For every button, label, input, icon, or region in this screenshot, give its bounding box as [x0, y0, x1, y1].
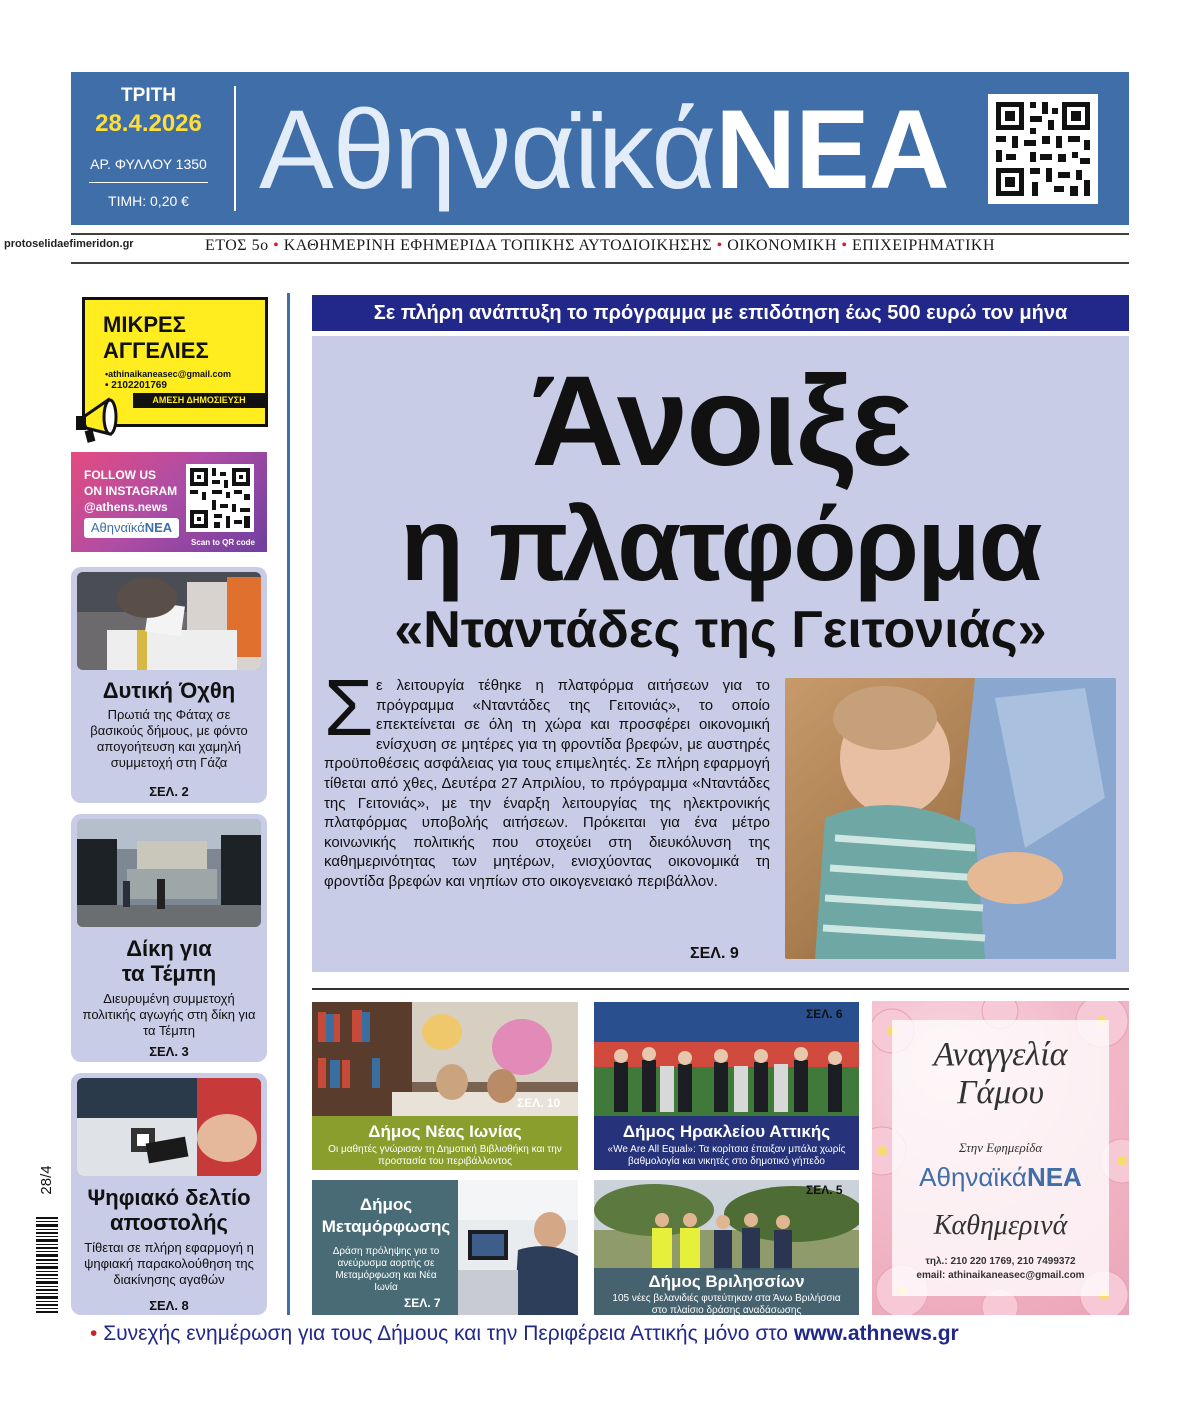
- main-headline-line-3: «Νταντάδες της Γειτονιάς»: [394, 601, 1047, 659]
- card-text: «We Are All Equal»: Τα κορίτσια έπαιξαν μπάλα χωρίς βαθμολογία και νικητές στο δημοτικό γήπεδο: [607, 1144, 846, 1167]
- card-text: Διευρυμένη συμμετοχή πολιτικής αγωγής στη δίκη για τα Τέμπη: [82, 991, 256, 1038]
- wedding-ad-title-line: Γάμου: [957, 1074, 1044, 1111]
- card-page: ΣΕΛ. 3: [149, 1044, 189, 1059]
- instagram-newspaper-logo: [84, 518, 179, 538]
- article-card-irakleio[interactable]: [594, 1002, 859, 1170]
- logo-bold-text: ΝΕΑ: [715, 87, 949, 212]
- tagline-item: ΚΑΘΗΜΕΡΙΝΗ ΕΦΗΜΕΡΙΔΑ ΤΟΠΙΚΗΣ ΑΥΤΟΔΙΟΙΚΗΣΗΣ: [283, 237, 713, 254]
- card-title-line: Μεταμόρφωσης: [321, 1217, 451, 1236]
- card-title-line: Δήμος: [359, 1195, 413, 1214]
- card-title: [71, 1185, 267, 1235]
- megaphone-icon: [72, 388, 132, 448]
- instagram-scan-text: Scan to QR code: [190, 538, 255, 547]
- issue-number: ΑΡ. ΦΥΛΛΟΥ 1350: [90, 156, 207, 172]
- small-ads-phone[interactable]: • 2102201769: [105, 380, 167, 391]
- tagline-separator: •: [273, 237, 280, 254]
- card-page: ΣΕΛ. 8: [149, 1298, 189, 1313]
- photo-scanner: [77, 1078, 261, 1176]
- wedding-ad-phone[interactable]: τηλ.: 210 220 1769, 210 7499372: [925, 1256, 1076, 1267]
- tagline-rule-bottom: [71, 262, 1129, 264]
- card-page: ΣΕΛ. 7: [404, 1296, 441, 1310]
- card-title-line: αποστολής: [109, 1210, 228, 1235]
- card-text: Τίθεται σε πλήρη εφαρμογή η ψηφιακή παρακολούθηση της διακίνησης αγαθών: [84, 1240, 254, 1287]
- issue-divider: [89, 182, 208, 183]
- small-ads-badge: ΑΜΕΣΗ ΔΗΜΟΣΙΕΥΣΗ: [133, 393, 265, 408]
- wedding-ad-title: [872, 1036, 1129, 1112]
- card-text: 105 νέες βελανιδιές φυτεύτηκαν στα Άνω Βριλήσσια στο πλαίσιο δράσης αναδάσωσης: [612, 1293, 841, 1315]
- article-card-metamorfosi[interactable]: [312, 1180, 578, 1315]
- issue-price: ΤΙΜΗ: 0,20 €: [108, 193, 189, 209]
- small-ads-title: [103, 312, 209, 364]
- card-title-line: Δίκη για: [126, 936, 212, 961]
- tagline-item: ΟΙΚΟΝΟΜΙΚΗ: [727, 237, 837, 254]
- masthead-divider: [234, 86, 236, 211]
- card-title: [71, 936, 267, 986]
- issue-date: 28.4.2026: [95, 110, 202, 137]
- source-watermark: protoselidaefimeridon.gr: [4, 238, 134, 250]
- main-story-kicker: Σε πλήρη ανάπτυξη το πρόγραμμα με επιδότηση έως 500 ευρώ τον μήνα: [312, 295, 1129, 331]
- main-story-body: ε λειτουργία τέθηκε η πλατφόρμα αιτήσεων για το πρόγραμμα «Νταντάδες της Γειτονιάς», το οποίο επεκτείνεται σε όλη τη χώρα και προσφέρει οικονομική ενίσχυση σε μητέρες για τη φροντίδα βρεφών, με αυστηρές προϋποθέσεις ασφάλειας για τους επιμελητές. Σε πλήρη εφαρμογή τίθεται από χθες, Δευτέρα 27 Απριλίου, το πρόγραμμα «Νταντάδες της Γειτονιάς», με την έναρξη λειτουργίας της ηλεκτρονικής πλατφόρμας υποβολής αιτήσεων. Πρόκειται για ένα μέτρο κοινωνικής πολιτικής που στοχεύει στη διευκόλυνση της καθημερινότητας των μητέρων, ενισχύοντας οικονομικά τη φροντίδα βρεφών και νηπίων στο οικογενειακό περιβάλλον.: [324, 677, 770, 890]
- card-title-line: Ψηφιακό δελτίο: [87, 1185, 251, 1210]
- tagline-separator: •: [716, 237, 723, 254]
- footer-url-link[interactable]: www.athnews.gr: [793, 1322, 959, 1345]
- card-page: ΣΕΛ. 5: [806, 1183, 843, 1197]
- card-page: ΣΕΛ. 6: [806, 1007, 843, 1021]
- card-caption-bar: [312, 1116, 578, 1170]
- card-text: Οι μαθητές γνώρισαν τη Δημοτική Βιβλιοθήκη και την προστασία του περιβάλλοντος: [328, 1144, 562, 1167]
- photo-medical-screening: [458, 1180, 578, 1315]
- instagram-line: FOLLOW US: [84, 468, 156, 482]
- small-ads-title-line: ΜΙΚΡΕΣ: [103, 312, 186, 337]
- wedding-ad-subtitle: Στην Εφημερίδα: [958, 1140, 1043, 1155]
- wedding-ad-email[interactable]: email: athinaikaneasec@gmail.com: [916, 1270, 1085, 1281]
- tagline-item: ΕΠΙΧΕΙΡΗΜΑΤΙΚΗ: [852, 237, 995, 254]
- card-caption-bar: [594, 1116, 859, 1170]
- photo-tempi-trial: [77, 819, 261, 927]
- drop-cap: Σ: [324, 663, 374, 752]
- instagram-qr-icon[interactable]: [186, 464, 254, 532]
- card-title-line: τα Τέμπη: [121, 961, 217, 986]
- card-title: Δήμος Νέας Ιωνίας: [368, 1122, 522, 1141]
- issue-day: ΤΡΙΤΗ: [121, 85, 176, 106]
- footer-text: Συνεχής ενημέρωση για τους Δήμους και την Περιφέρεια Αττικής μόνο στο: [103, 1322, 788, 1345]
- article-card-vrilissia[interactable]: [594, 1180, 859, 1315]
- wedding-ad-logo: [902, 1160, 1099, 1194]
- footer-banner: [90, 1322, 959, 1346]
- card-caption: [312, 1194, 460, 1294]
- card-title: [312, 1194, 460, 1238]
- card-title: Δήμος Ηρακλείου Αττικής: [622, 1122, 831, 1141]
- logo-light-text: Αθηναϊκά: [90, 520, 145, 535]
- tagline-rule-top: [71, 233, 1129, 235]
- main-story-page: ΣΕΛ. 9: [690, 945, 739, 962]
- qr-code-icon[interactable]: [988, 94, 1098, 204]
- instagram-line: ON INSTAGRAM: [84, 484, 178, 498]
- logo-bold-text: ΝΕΑ: [144, 520, 173, 535]
- column-divider: [287, 293, 290, 1315]
- card-text: Πρωτιά της Φάταχ σε βασικούς δήμους, με φόντο απογοήτευση και χαμηλή συμμετοχή στη Γάζα: [90, 707, 248, 770]
- issue-side-label: 28/4: [38, 1165, 55, 1195]
- section-rule: [312, 988, 1129, 990]
- small-ads-title-line: ΑΓΓΕΛΙΕΣ: [103, 338, 209, 363]
- barcode-icon: [34, 1215, 60, 1315]
- article-card-nea-ionia[interactable]: [312, 1002, 578, 1170]
- photo-mother-baby: [785, 678, 1116, 959]
- logo-bold-text: ΝΕΑ: [1026, 1162, 1082, 1192]
- footer-bullet: •: [90, 1322, 98, 1345]
- tagline: [71, 237, 1129, 255]
- card-page: ΣΕΛ. 2: [149, 784, 189, 799]
- logo-light-text: Αθηναϊκά: [259, 87, 716, 212]
- tagline-year: ΕΤΟΣ 5ο: [204, 237, 269, 254]
- tagline-separator: •: [841, 237, 848, 254]
- date-panel: [71, 72, 226, 225]
- card-caption-bar: [594, 1268, 859, 1315]
- instagram-follow-text: [84, 467, 177, 499]
- logo-light-text: Αθηναϊκά: [919, 1162, 1027, 1192]
- photo-ballot-box: [77, 572, 261, 670]
- card-title: Δήμος Βριλησσίων: [648, 1272, 805, 1291]
- main-headline-line-2: η πλατφόρμα: [400, 487, 1041, 603]
- main-headline-line-1: Άνοιξε: [531, 350, 910, 493]
- wedding-ad-daily: Καθημερινά: [933, 1210, 1068, 1241]
- wedding-ad-title-line: Αναγγελία: [933, 1036, 1068, 1073]
- card-title: Δυτική Όχθη: [102, 678, 236, 703]
- masthead: [71, 72, 1129, 225]
- newspaper-logo[interactable]: [259, 82, 959, 217]
- card-page: ΣΕΛ. 10: [517, 1096, 561, 1110]
- instagram-handle[interactable]: @athens.news: [84, 500, 168, 514]
- card-text: Δράση πρόληψης για το ανεύρυσμα αορτής σε Μεταμόρφωση και Νέα Ιωνία: [332, 1246, 440, 1293]
- small-ads-email[interactable]: •athinaikaneasec@gmail.com: [105, 369, 231, 379]
